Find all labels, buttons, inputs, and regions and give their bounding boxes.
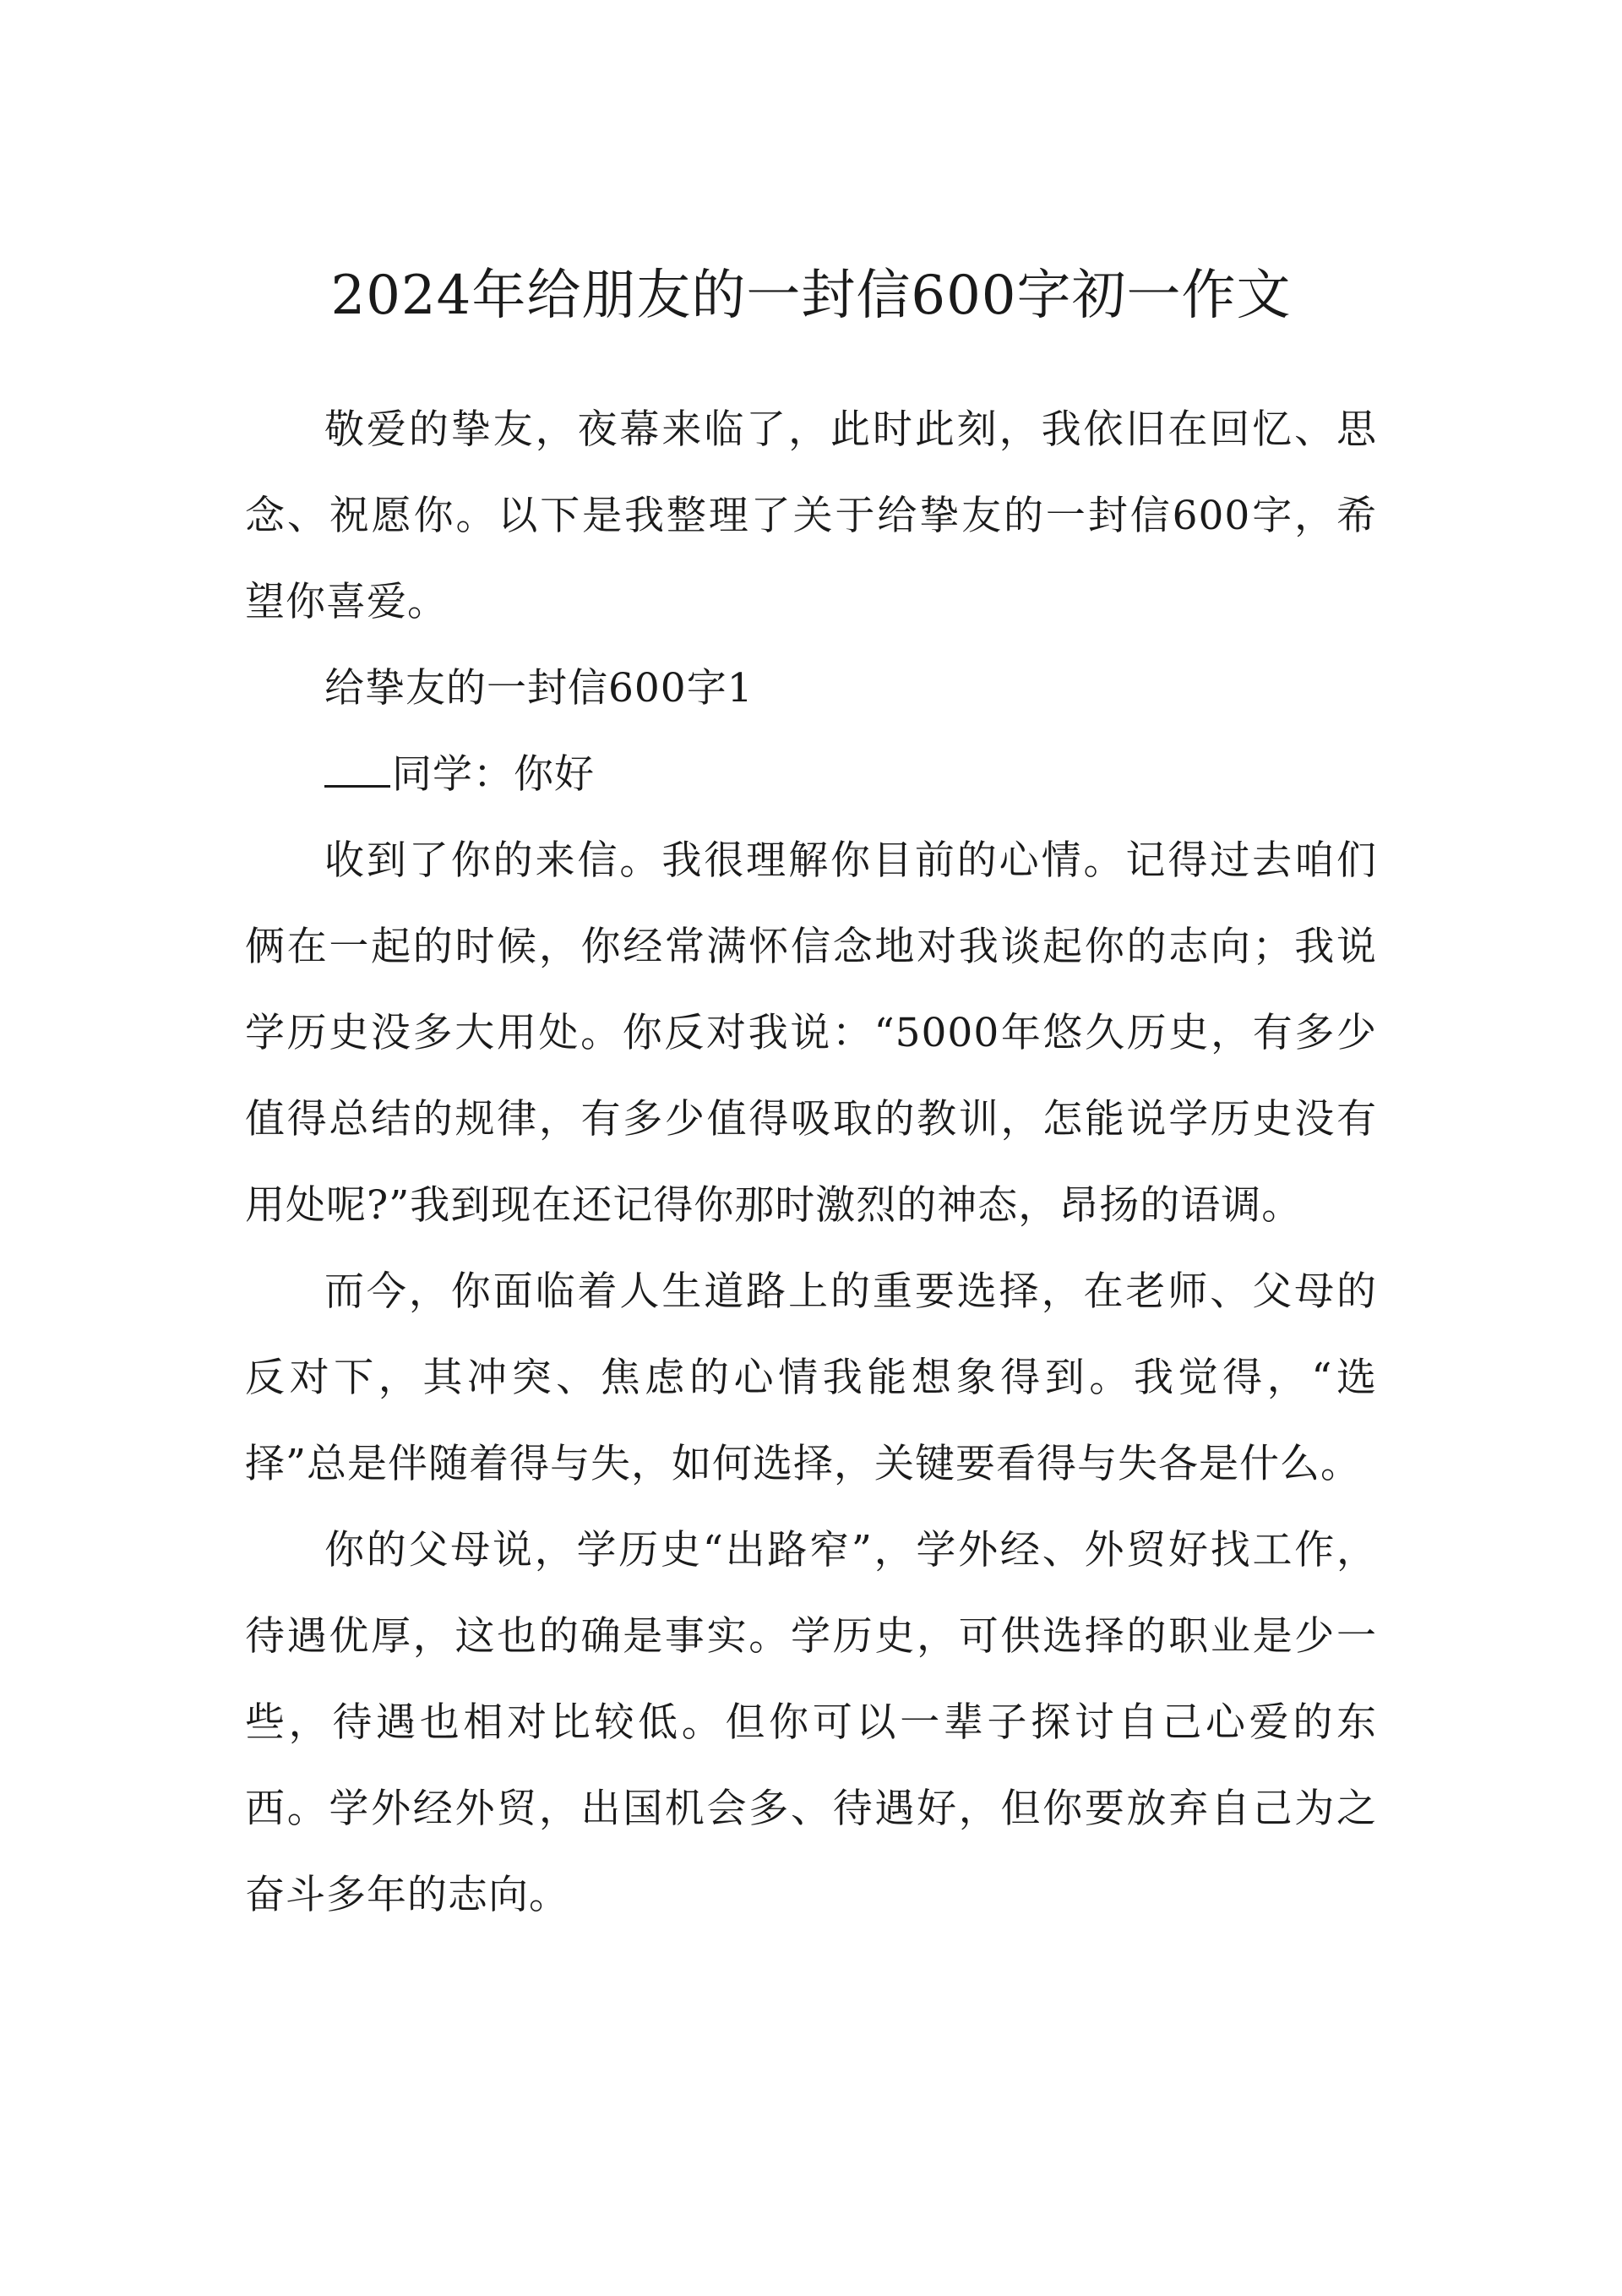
salutation-line [245, 732, 1377, 818]
salutation-text: 同学：你好 [392, 751, 595, 798]
letter-heading: 给挚友的一封信600字1 [324, 665, 754, 712]
document-body [245, 387, 1377, 1939]
body-paragraph-1: 收到了你的来信。我很理解你目前的心情。记得过去咱们俩在一起的时候，你经常满怀信念地对我谈起你的志向；我说学历史没多大用处。你反对我说：“5000年悠久历史，有多少值得总结的规律，有多少值得吸取的教训，怎能说学历史没有用处呢?”我到现在还记得你那时激烈的神态，昂扬的语调。 [245, 837, 1377, 1229]
intro-paragraph: 敬爱的挚友，夜幕来临了，此时此刻，我依旧在回忆、思念、祝愿你。以下是我整理了关于给挚友的一封信600字，希望你喜爱。 [245, 406, 1377, 625]
body-paragraph-3: 你的父母说，学历史“出路窄”，学外经、外贸好找工作，待遇优厚，这也的确是事实。学历史，可供选择的职业是少一些，待遇也相对比较低。但你可以一辈子探讨自己心爱的东西。学外经外贸，出国机会多、待遇好，但你要放弃自己为之奋斗多年的志向。 [245, 1527, 1377, 1918]
body-paragraph-2: 而今，你面临着人生道路上的重要选择，在老师、父母的反对下，其冲突、焦虑的心情我能想象得到。我觉得，“选择”总是伴随着得与失，如何选择，关键要看得与失各是什么。 [245, 1268, 1377, 1487]
document-title: 2024年给朋友的一封信600字初一作文 [330, 265, 1292, 327]
name-blank-underline [324, 748, 390, 788]
